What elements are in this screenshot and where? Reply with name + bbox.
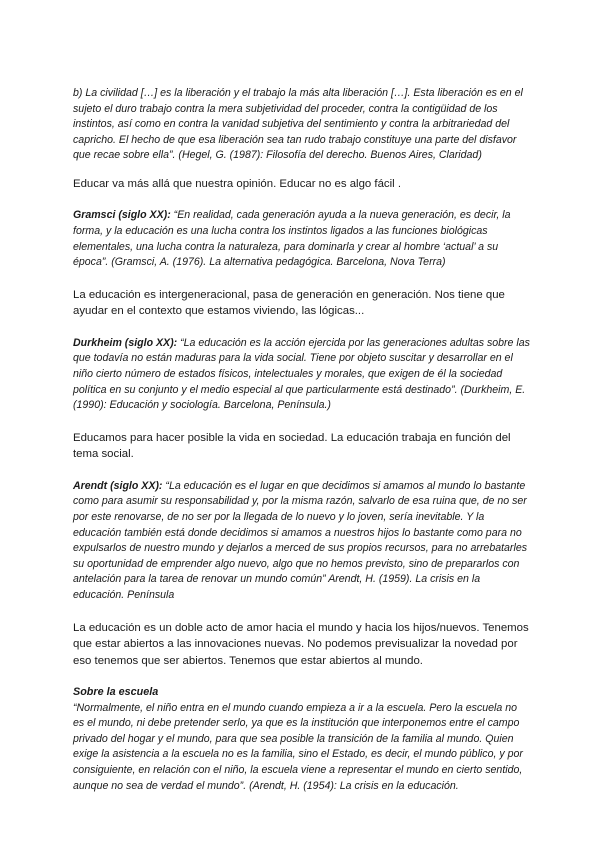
hegel-quote: b) La civilidad […] es la liberación y el trabajo la más alta liberación […]. Esta liberación es en el sujeto el duro trabajo contra la mera subjetividad del proceder, contra la contigüidad de los instintos, así como en contra la vanidad subjetiva del sentimiento y contra la arbitrariedad del capricho. El hecho de que esa liberación sea tan rudo trabajo constituye una parte del disfavor que recae sobre ella”. (Hegel, G. (1987): Filosofía del derecho. Buenos Aires, Claridad) <box>73 87 523 162</box>
arendt-text: “La educación es el lugar en que decidimos si amamos al mundo lo bastante como para asumir su responsabilidad y, por la misma razón, salvarlo de esa ruina que, de no ser por este renovarse, de no ser por la llegada de lo nuevo y lo joven, sería inevitable. Y la educación también está donde decidimos si amamos a nuestros hijos lo bastante como para no expulsarlos de nuestro mundo y dejarlos a merced de sus propios recursos, para no arrebatarles su oportunidad de emprender algo nuevo, algo que no hemos previsto, sino de prepararlos con antelación para la tarea de renovar un mundo común” Arendt, H. (1959). La crisis en la educación. Península <box>73 479 528 601</box>
durkheim-text: “La educación es la acción ejercida por las generaciones adultas sobre las que todavía no están maduras para la vida social. Tiene por objeto suscitar y desarrollar en el niño cierto número de estados físicos, intelectuales y morales, que exigen de él la sociedad política en su conjunto y el medio especial al que particularmente está destinado”. (Durkheim, E. (1990): Educación y sociología. Barcelona, Península.) <box>73 336 530 412</box>
note-intergeneracional: La educación es intergeneracional, pasa de generación en generación. Nos tiene que ayudar en el contexto que estamos viviendo, las lógicas... <box>73 288 505 318</box>
gramsci-quote <box>73 208 530 270</box>
note-educar: Educar va más allá que nuestra opinión. Educar no es algo fácil . <box>73 177 401 190</box>
gramsci-author: Gramsci (siglo XX): <box>73 209 171 222</box>
escuela-quote: “Normalmente, el niño entra en el mundo cuando empieza a ir a la escuela. Pero la escuela no es el mundo, ni debe pretender serlo, ya que es la institución que interponemos entre el campo privado del hogar y el mundo, para que sea posible la transición de la familia al mundo. Quien exige la asistencia a la escuela no es la familia, sino el Estado, es decir, el mundo público, y por consiguiente, en relación con el niño, la escuela viene a representar el mundo en cierto sentido, aunque no sea de verdad el mundo”. (Arendt, H. (1954): La crisis en la educación. <box>73 701 523 792</box>
section-heading-escuela: Sobre la escuela <box>73 686 159 699</box>
arendt-quote <box>73 479 530 604</box>
arendt-author: Arendt (siglo XX): <box>73 479 163 492</box>
gramsci-text: “En realidad, cada generación ayuda a la nueva generación, es decir, la forma, y la educación es una lucha contra los instintos ligados a las funciones biológicas elementales, una lucha contra la naturaleza, para dominarla y crear al hombre ‘actual’ a su época”. (Gramsci, A. (1976). La alternativa pedagógica. Barcelona, Nova Terra) <box>73 209 511 269</box>
note-amor: La educación es un doble acto de amor hacia el mundo y hacia los hijos/nuevos. Tenemos que estar abiertos a las innovaciones nuevas. No podemos previsualizar la novedad por eso tenemos que ser abiertos. Tenemos que estar abiertos al mundo. <box>73 621 529 667</box>
durkheim-quote <box>73 336 530 414</box>
note-sociedad: Educamos para hacer posible la vida en sociedad. La educación trabaja en función del tema social. <box>73 431 511 461</box>
durkheim-author: Durkheim (siglo XX): <box>73 336 178 349</box>
